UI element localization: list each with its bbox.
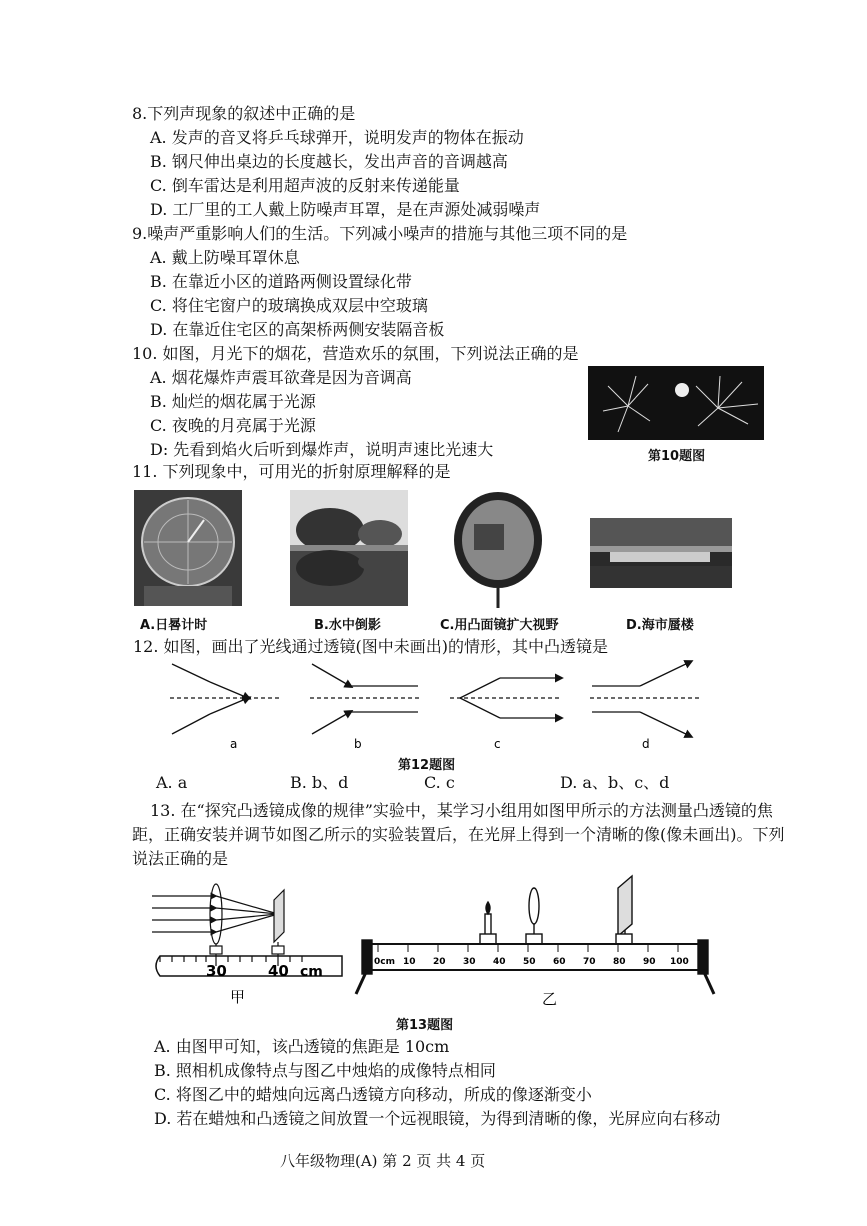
yi-label: 乙 — [542, 990, 558, 1008]
q13-option-d: D. 若在蜡烛和凸透镜之间放置一个远视眼镜，为得到清晰的像，光屏应向右移动 — [154, 1109, 721, 1128]
jia-label: 甲 — [230, 988, 246, 1006]
sundial-photo — [134, 490, 242, 606]
ray-diagram-b — [310, 664, 420, 734]
q13-figure-yi — [348, 870, 724, 1010]
q12-option-c: C. c — [424, 773, 455, 792]
q12-option-d: D. a、b、c、d — [560, 773, 670, 792]
q13-stem-line-3: 说法正确的是 — [132, 849, 229, 868]
q8-option-a: A. 发声的音叉将乒乓球弹开，说明发声的物体在振动 — [150, 128, 524, 147]
q9-stem: 9.噪声严重影响人们的生活。下列减小噪声的措施与其他三项不同的是 — [132, 224, 628, 243]
q12-option-b: B. b、d — [290, 773, 349, 792]
q10-option-d: D: 先看到焰火后听到爆炸声，说明声速比光速大 — [150, 440, 494, 459]
q9-option-c: C. 将住宅窗户的玻璃换成双层中空玻璃 — [150, 296, 428, 315]
q8-option-c: C. 倒车雷达是利用超声波的反射来传递能量 — [150, 176, 460, 195]
reflection-illustration — [290, 490, 408, 606]
ray-diagram-d — [590, 662, 700, 736]
ray-label-b: b — [354, 737, 362, 751]
mirage-photo — [590, 518, 732, 588]
q12-option-a: A. a — [156, 773, 188, 792]
q8-option-d: D. 工厂里的工人戴上防噪声耳罩，是在声源处减弱噪声 — [150, 200, 541, 219]
ray-diagram-c — [450, 678, 560, 718]
mirage-illustration — [590, 518, 732, 588]
ray-label-d: d — [642, 737, 650, 751]
q12-stem: 12. 如图，画出了光线通过透镜(图中未画出)的情形，其中凸透镜是 — [133, 637, 609, 656]
convex-lens — [210, 884, 222, 944]
q8-stem: 8.下列声现象的叙述中正确的是 — [132, 104, 356, 123]
yi-tick-100: 100 — [670, 957, 689, 967]
q13-stem-line-1: 13. 在“探究凸透镜成像的规律”实验中，某学习小组用如图甲所示的方法测量凸透镜的焦 — [150, 801, 773, 820]
q11-caption-b: B.水中倒影 — [314, 618, 381, 633]
yi-tick-30: 30 — [463, 957, 476, 967]
q10-figure-caption: 第10题图 — [648, 449, 706, 464]
q13-figure-caption: 第13题图 — [396, 1018, 454, 1033]
convex-mirror-illustration — [452, 490, 544, 608]
q11-caption-d: D.海市蜃楼 — [626, 618, 694, 633]
q12-figure-caption: 第12题图 — [398, 758, 456, 773]
yi-tick-80: 80 — [613, 957, 626, 967]
reflection-photo — [290, 490, 408, 606]
jia-tick-40: 40 — [268, 962, 289, 980]
q9-option-b: B. 在靠近小区的道路两侧设置绿化带 — [150, 272, 412, 291]
yi-tick-0: 0cm — [374, 957, 395, 967]
yi-tick-20: 20 — [433, 957, 446, 967]
q9-option-a: A. 戴上防噪耳罩休息 — [150, 248, 300, 267]
yi-tick-50: 50 — [523, 957, 536, 967]
yi-tick-70: 70 — [583, 957, 596, 967]
q13-option-a: A. 由图甲可知，该凸透镜的焦距是 10cm — [154, 1037, 450, 1056]
yi-tick-90: 90 — [643, 957, 656, 967]
jia-tick-cm: cm — [300, 964, 323, 980]
ray-diagram-a — [170, 664, 280, 734]
q10-stem: 10. 如图，月光下的烟花，营造欢乐的氛围，下列说法正确的是 — [132, 344, 579, 363]
q11-caption-c: C.用凸面镜扩大视野 — [440, 618, 559, 633]
sundial-illustration — [134, 490, 242, 606]
q11-caption-a: A.日晷计时 — [140, 618, 208, 633]
q10-option-b: B. 灿烂的烟花属于光源 — [150, 392, 316, 411]
q12-ray-diagrams — [160, 656, 700, 754]
q13-figure-jia — [150, 876, 350, 1006]
q13-option-b: B. 照相机成像特点与图乙中烛焰的成像特点相同 — [154, 1061, 496, 1080]
yi-tick-60: 60 — [553, 957, 566, 967]
q10-option-c: C. 夜晚的月亮属于光源 — [150, 416, 316, 435]
q13-stem-line-2: 距，正确安装并调节如图乙所示的实验装置后，在光屏上得到一个清晰的像(像未画出)。下列 — [132, 825, 785, 844]
yi-tick-10: 10 — [403, 957, 416, 967]
q11-stem: 11. 下列现象中，可用光的折射原理解释的是 — [132, 462, 451, 481]
ray-label-a: a — [230, 737, 238, 751]
convex-mirror-photo — [452, 490, 544, 608]
ray-label-c: c — [494, 737, 501, 751]
q10-option-a: A. 烟花爆炸声震耳欲聋是因为音调高 — [150, 368, 412, 387]
q13-option-c: C. 将图乙中的蜡烛向远离凸透镜方向移动，所成的像逐渐变小 — [154, 1085, 592, 1104]
yi-tick-40: 40 — [493, 957, 506, 967]
page-footer: 八年级物理(A) 第 2 页 共 4 页 — [280, 1152, 486, 1170]
jia-tick-30: 30 — [206, 962, 227, 980]
q9-option-d: D. 在靠近住宅区的高架桥两侧安装隔音板 — [150, 320, 445, 339]
fireworks-illustration — [588, 366, 764, 440]
q8-option-b: B. 钢尺伸出桌边的长度越长，发出声音的音调越高 — [150, 152, 508, 171]
fireworks-photo — [588, 366, 764, 440]
